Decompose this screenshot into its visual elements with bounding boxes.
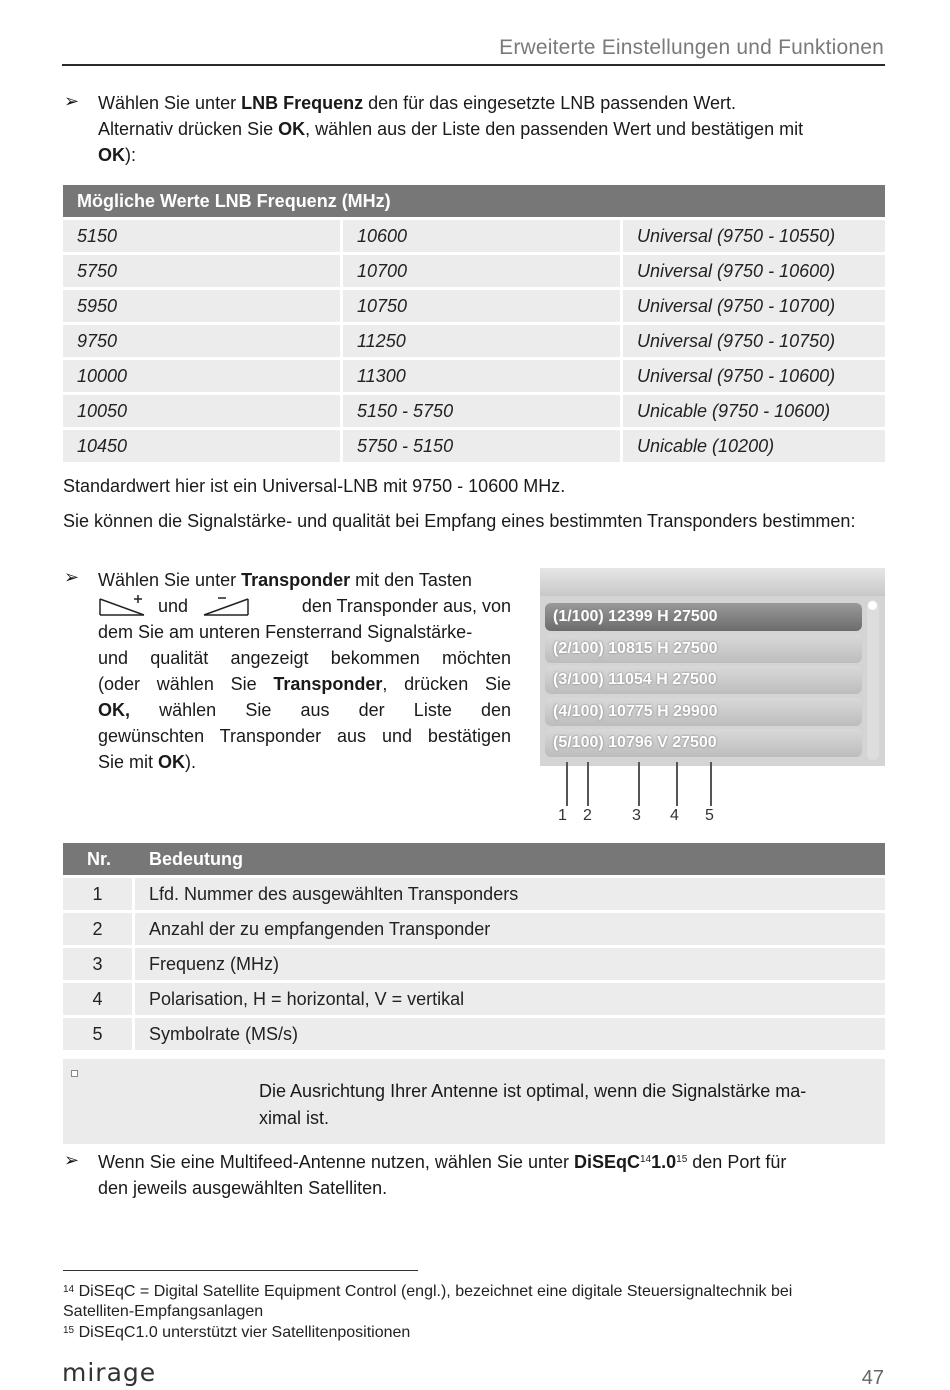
callout-line bbox=[676, 762, 678, 806]
footnote-text: DiSEqC1.0 unterstützt vier Satellitenpositionen bbox=[74, 1324, 411, 1341]
table-row bbox=[63, 1018, 885, 1050]
transponder-item-selected[interactable]: (1/100) 12399 H 27500 bbox=[545, 603, 862, 631]
header-divider bbox=[62, 64, 885, 66]
table-row bbox=[63, 395, 885, 427]
bullet-bold: DiSEqC bbox=[573, 1152, 640, 1172]
intro-text: ): bbox=[125, 145, 136, 165]
table-cell: Polarisation, H = horizontal, V = vertikal bbox=[135, 983, 885, 1015]
page-header-title: Erweiterte Einstellungen und Funktionen bbox=[499, 36, 884, 59]
bullet-text: und qualität angezeigt bekommen möchten bbox=[98, 648, 511, 668]
callout-number: 2 bbox=[583, 807, 592, 824]
table-cell: 4 bbox=[63, 983, 135, 1015]
bullet-text: den Port für bbox=[687, 1152, 787, 1172]
bullet-text: wählen Sie aus der Liste den bbox=[130, 700, 511, 720]
footnote-ref[interactable]: 14 bbox=[640, 1154, 652, 1165]
bullet-text: , drücken Sie bbox=[382, 674, 511, 694]
bullet-text: dem Sie am unteren Fensterrand Signalstärke- bbox=[98, 622, 473, 642]
callout-line bbox=[638, 762, 640, 806]
table-cell: 1 bbox=[63, 878, 135, 910]
callout-number: 5 bbox=[705, 807, 714, 824]
bullet-text: Wählen Sie unter bbox=[98, 570, 242, 590]
scrollbar-thumb[interactable] bbox=[868, 601, 877, 610]
lnb-table-header: Mögliche Werte LNB Frequenz (MHz) bbox=[63, 185, 885, 217]
bullet-arrow-icon: ➢ bbox=[64, 1150, 80, 1170]
diseqc-bullet-text bbox=[98, 1149, 888, 1201]
table-row bbox=[63, 360, 885, 392]
table-cell: Universal (9750 - 10750) bbox=[623, 325, 885, 357]
table-cell: 5150 - 5750 bbox=[343, 395, 623, 427]
note-line: Die Ausrichtung Ihrer Antenne ist optimal, wenn die Signalstärke ma- bbox=[259, 1081, 807, 1101]
table-cell: 9750 bbox=[63, 325, 343, 357]
table-cell: 5750 - 5150 bbox=[343, 430, 623, 462]
transponder-item[interactable]: (5/100) 10796 V 27500 bbox=[545, 729, 862, 757]
table-header-nr: Nr. bbox=[63, 843, 135, 875]
footnote-text: DiSEqC = Digital Satellite Equipment Control (engl.), bezeichnet eine digitale Steuersignaltechnik bei bbox=[74, 1283, 793, 1300]
bullet-text: Wenn Sie eine Multifeed-Antenne nutzen, wählen Sie unter bbox=[98, 1152, 574, 1172]
bullet-text: ). bbox=[185, 752, 197, 772]
intro-bold: LNB Frequenz bbox=[241, 93, 364, 113]
table-cell: 2 bbox=[63, 913, 135, 945]
table-cell: 5950 bbox=[63, 290, 343, 322]
note-text bbox=[259, 1078, 869, 1132]
table-row bbox=[63, 325, 885, 357]
footnote-divider bbox=[63, 1270, 418, 1271]
table-row bbox=[63, 430, 885, 462]
intro-text: , wählen aus der Liste den passenden Wert und bestätigen mit bbox=[305, 119, 804, 139]
footnote-ref[interactable]: 15 bbox=[676, 1154, 688, 1165]
table-cell: Frequenz (MHz) bbox=[135, 948, 885, 980]
table-cell: Unicable (10200) bbox=[623, 430, 885, 462]
intro-bullet-text bbox=[98, 90, 888, 168]
intro-bold: OK bbox=[98, 145, 125, 165]
mirage-logo: mirage bbox=[62, 1358, 157, 1387]
table-row bbox=[63, 983, 885, 1015]
bullet-text: mit den Tasten bbox=[350, 570, 472, 590]
table-header-meaning: Bedeutung bbox=[135, 843, 885, 875]
table-cell: 10450 bbox=[63, 430, 343, 462]
footnote-14 bbox=[63, 1282, 792, 1302]
bullet-bold: OK bbox=[158, 752, 186, 772]
table-cell: Anzahl der zu empfangenden Transponder bbox=[135, 913, 885, 945]
bullet-bold: 1.0 bbox=[651, 1152, 677, 1172]
table-cell: 10000 bbox=[63, 360, 343, 392]
signal-intro-text: Sie können die Signalstärke- und qualität bei Empfang eines bestimmten Transponders bestimmen: bbox=[63, 511, 856, 531]
table-cell: 10600 bbox=[343, 220, 623, 252]
footnote-number: 15 bbox=[63, 1325, 75, 1336]
standard-value-text: Standardwert hier ist ein Universal-LNB mit 9750 - 10600 MHz. bbox=[63, 476, 566, 496]
table-row bbox=[63, 913, 885, 945]
transponder-list-top-strip bbox=[540, 568, 885, 596]
table-cell: 5750 bbox=[63, 255, 343, 287]
transponder-list-scrollbar[interactable] bbox=[867, 600, 879, 760]
intro-text: den für das eingesetzte LNB passenden Wert. bbox=[363, 93, 736, 113]
table-row bbox=[63, 948, 885, 980]
table-cell: Universal (9750 - 10700) bbox=[623, 290, 885, 322]
table-cell: Lfd. Nummer des ausgewählten Transponders bbox=[135, 878, 885, 910]
table-cell: Universal (9750 - 10550) bbox=[623, 220, 885, 252]
bullet-text: Sie mit bbox=[98, 752, 159, 772]
intro-text: Alternativ drücken Sie bbox=[98, 119, 279, 139]
footnote-14-cont: Satelliten-Empfangsanlagen bbox=[63, 1303, 264, 1320]
callout-line bbox=[710, 762, 712, 806]
table-cell: 5 bbox=[63, 1018, 135, 1050]
bullet-bold: Transponder bbox=[241, 570, 351, 590]
note-line: ximal ist. bbox=[259, 1108, 330, 1128]
table-cell: Universal (9750 - 10600) bbox=[623, 360, 885, 392]
table-row bbox=[63, 290, 885, 322]
table-row bbox=[63, 878, 885, 910]
callout-number: 4 bbox=[670, 807, 679, 824]
transponder-item[interactable]: (3/100) 11054 H 27500 bbox=[545, 666, 862, 694]
transponder-item[interactable]: (4/100) 10775 H 29900 bbox=[545, 698, 862, 726]
transponder-legend-table bbox=[63, 840, 885, 1053]
transponder-bullet-text bbox=[98, 567, 511, 775]
callout-line bbox=[566, 762, 568, 806]
callout-number: 1 bbox=[558, 807, 567, 824]
table-cell: 3 bbox=[63, 948, 135, 980]
footnote-15 bbox=[63, 1323, 410, 1343]
lnb-frequency-table bbox=[63, 182, 885, 465]
bullet-arrow-icon: ➢ bbox=[64, 91, 80, 111]
page-number: 47 bbox=[861, 1367, 884, 1389]
bullet-arrow-icon: ➢ bbox=[64, 567, 80, 587]
table-cell: Symbolrate (MS/s) bbox=[135, 1018, 885, 1050]
bullet-text: den Transponder aus, von bbox=[301, 596, 511, 616]
transponder-item[interactable]: (2/100) 10815 H 27500 bbox=[545, 635, 862, 663]
bullet-text: den jeweils ausgewählten Satelliten. bbox=[98, 1178, 388, 1198]
table-cell: 10750 bbox=[343, 290, 623, 322]
channel-down-key-icon bbox=[202, 595, 250, 617]
intro-bold: OK bbox=[278, 119, 306, 139]
callout-line bbox=[587, 762, 589, 806]
table-row bbox=[63, 255, 885, 287]
table-cell: 5150 bbox=[63, 220, 343, 252]
bullet-bold: Transponder bbox=[273, 674, 383, 694]
table-cell: 11250 bbox=[343, 325, 623, 357]
intro-text: Wählen Sie unter bbox=[98, 93, 242, 113]
table-cell: 11300 bbox=[343, 360, 623, 392]
bullet-text: (oder wählen Sie bbox=[98, 674, 274, 694]
note-icon bbox=[71, 1070, 78, 1077]
table-cell: Unicable (9750 - 10600) bbox=[623, 395, 885, 427]
table-cell: Universal (9750 - 10600) bbox=[623, 255, 885, 287]
channel-up-key-icon bbox=[98, 595, 146, 617]
bullet-text: und bbox=[158, 596, 189, 616]
table-cell: 10050 bbox=[63, 395, 343, 427]
bullet-bold: OK, bbox=[98, 700, 131, 720]
bullet-text: gewünschten Transponder aus und bestätigen bbox=[98, 726, 511, 746]
footnote-number: 14 bbox=[63, 1284, 75, 1295]
table-row bbox=[63, 220, 885, 252]
callout-number: 3 bbox=[632, 807, 641, 824]
table-cell: 10700 bbox=[343, 255, 623, 287]
